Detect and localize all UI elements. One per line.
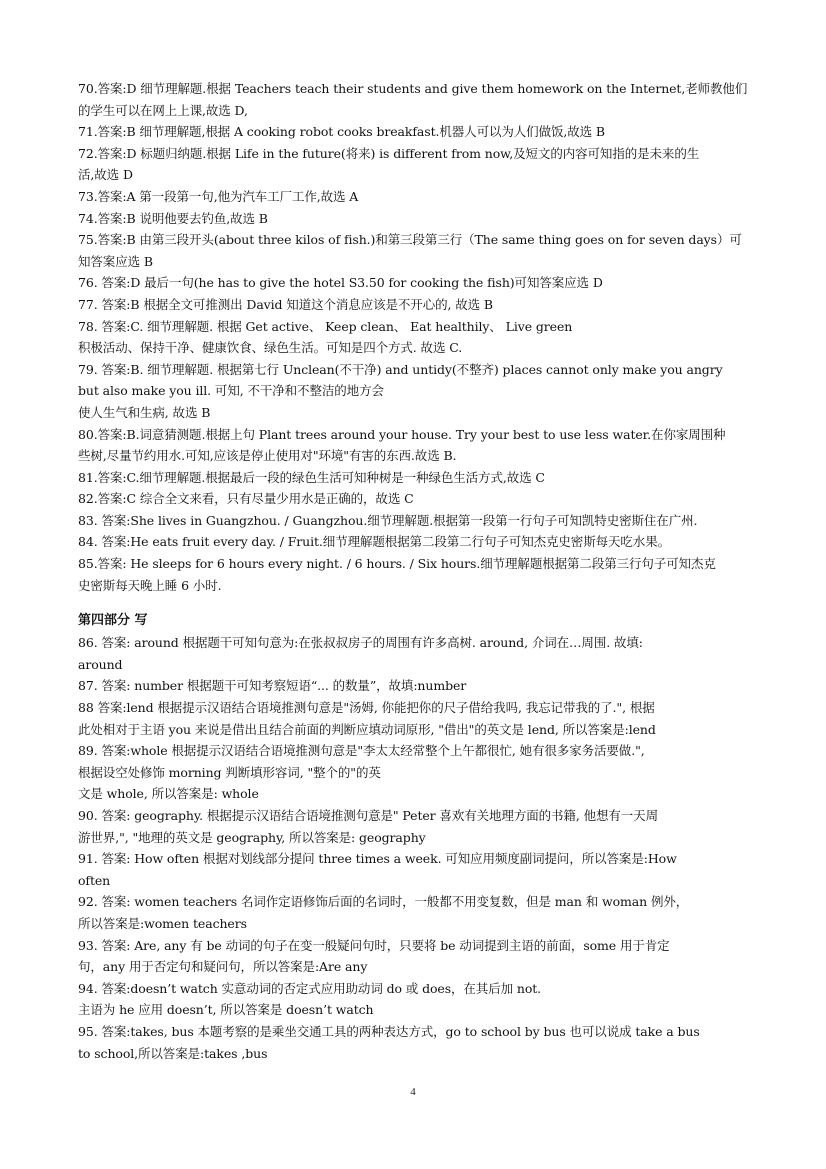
answer-line: 81.答案:C.细节理解题.根据最后一段的绿色生活可知种树是一种绿色生活方式,故选 C — [78, 469, 545, 485]
answer-line: 史密斯每天晚上睡 6 小时. — [78, 577, 222, 593]
answer-line: 积极活动、保持干净、健康饮食、绿色生活。可知是四个方式. 故选 C. — [78, 340, 463, 356]
answer-line: 句，any 用于否定句和疑问句，所以答案是:Are any — [78, 959, 368, 975]
answer-line: 73.答案:A 第一段第一句,他为汽车工厂工作,故选 A — [78, 188, 359, 204]
answer-line: 70.答案:D 细节理解题.根据 Teachers teach their students and give them homework on the Internet,老师教他们 — [78, 81, 748, 96]
answer-line: 74.答案:B 说明他要去钓鱼,故选 B — [78, 210, 268, 226]
answer-line: 76. 答案:D 最后一句(he has to give the hotel S3.50 for cooking the fish)可知答案应选 D — [78, 275, 603, 291]
answer-line: 活,故选 D — [78, 167, 133, 183]
answer-line: 94. 答案:doesn’t watch 实意动词的否定式应用助动词 do 或 does，在其后加 not. — [78, 980, 542, 996]
section-heading: 第四部分 写 — [78, 613, 148, 629]
answer-line: 知答案应选 B — [78, 253, 153, 269]
answer-line: often — [78, 872, 111, 888]
answer-line: 主语为 he 应用 doesn’t, 所以答案是 doesn’t watch — [78, 1002, 374, 1018]
answer-line: 文是 whole, 所以答案是: whole — [78, 786, 259, 802]
answers-section-writing — [78, 632, 750, 1064]
answer-line: 90. 答案: geography. 根据提示汉语结合语境推测句意是" Peter 喜欢有关地理方面的书籍, 他想有一天周 — [78, 808, 658, 823]
answer-line: 95. 答案:takes, bus 本题考察的是乘坐交通工具的两种表达方式，go to school by bus 也可以说成 take a bus — [78, 1023, 700, 1039]
answer-line: 84. 答案:He eats fruit every day. / Fruit.细节理解题根据第二段第二行句子可知杰克史密斯每天吃水果。 — [78, 534, 670, 550]
answer-line: 85.答案: He sleeps for 6 hours every night. / 6 hours. / Six hours.细节理解题根据第二段第三行句子可知杰克 — [78, 556, 716, 572]
section-gap — [78, 596, 750, 610]
answer-line: 77. 答案:B 根据全文可推测出 David 知道这个消息应该是不开心的, 故选 B — [78, 296, 494, 312]
answer-line: 87. 答案: number 根据题干可知考察短语“... 的数量”，故填:number — [78, 678, 467, 694]
answer-line: 83. 答案:She lives in Guangzhou. / Guangzhou.细节理解题.根据第一段第一行句子可知凯特史密斯住在广州. — [78, 512, 698, 528]
answer-line: 86. 答案: around 根据题干可知句意为:在张叔叔房子的周围有许多高树. around, 介词在…周围. 故填: — [78, 635, 643, 651]
answer-line: 89. 答案:whole 根据提示汉语结合语境推测句意是"李太太经常整个上午都很忙, 她有很多家务活要做.", — [78, 743, 645, 759]
answer-line: 92. 答案: women teachers 名词作定语修饰后面的名词时，一般都不用变复数，但是 man 和 woman 例外， — [78, 894, 689, 910]
answer-line: 80.答案:B.词意猜测题.根据上句 Plant trees around your house. Try your best to use less water.在你家周围种 — [78, 426, 726, 442]
answer-line: 88 答案:lend 根据提示汉语结合语境推测句意是"汤姆, 你能把你的尺子借给我吗, 我忘记带我的了.", 根据 — [78, 700, 655, 716]
answer-line: 的学生可以在网上上课,故选 D, — [78, 102, 248, 118]
answer-line: 91. 答案: How often 根据对划线部分提问 three times a week. 可知应用频度副词提问，所以答案是:How — [78, 851, 677, 867]
page-number: 4 — [410, 1086, 416, 1098]
answer-line: 使人生气和生病, 故选 B — [78, 404, 211, 420]
answer-line: around — [78, 656, 123, 672]
answers-section-reading — [78, 78, 750, 596]
answer-line: 79. 答案:B. 细节理解题. 根据第七行 Unclean(不干净) and untidy(不整齐) places cannot only make you angry — [78, 361, 723, 377]
answer-line: 游世界,", "地理的英文是 geography, 所以答案是: geography — [78, 829, 426, 845]
answer-line: 78. 答案:C. 细节理解题. 根据 Get active、 Keep clean、 Eat healthily、 Live green — [78, 318, 573, 334]
answer-line: 75.答案:B 由第三段开头(about three kilos of fish.)和第三段第三行（The same thing goes on for seven days）可 — [78, 232, 742, 248]
answer-line: 些树,尽量节约用水.可知,应该是停止使用对"环境"有害的东西.故选 B. — [78, 448, 457, 464]
answer-line: 所以答案是:women teachers — [78, 915, 247, 931]
answer-line: 根据设空处修饰 morning 判断填形容词, "整个的"的英 — [78, 764, 381, 780]
answer-line: to school,所以答案是:takes ,bus — [78, 1045, 268, 1061]
answer-line: 此处相对于主语 you 来说是借出且结合前面的判断应填动词原形, "借出"的英文是 lend, 所以答案是:lend — [78, 721, 656, 737]
answer-line: but also make you ill. 可知, 不干净和不整洁的地方会 — [78, 383, 384, 399]
answer-line: 72.答案:D 标题归纳题.根据 Life in the future(将来) is different from now,及短文的内容可知指的是未来的生 — [78, 145, 700, 161]
answer-line: 93. 答案: Are, any 有 be 动词的句子在变一般疑问句时，只要将 be 动词提到主语的前面，some 用于肯定 — [78, 937, 670, 953]
page-content — [78, 78, 750, 1064]
answer-line: 82.答案:C 综合全文来看，只有尽量少用水是正确的，故选 C — [78, 491, 414, 507]
answer-line: 71.答案:B 细节理解题,根据 A cooking robot cooks breakfast.机器人可以为人们做饭,故选 B — [78, 124, 606, 140]
